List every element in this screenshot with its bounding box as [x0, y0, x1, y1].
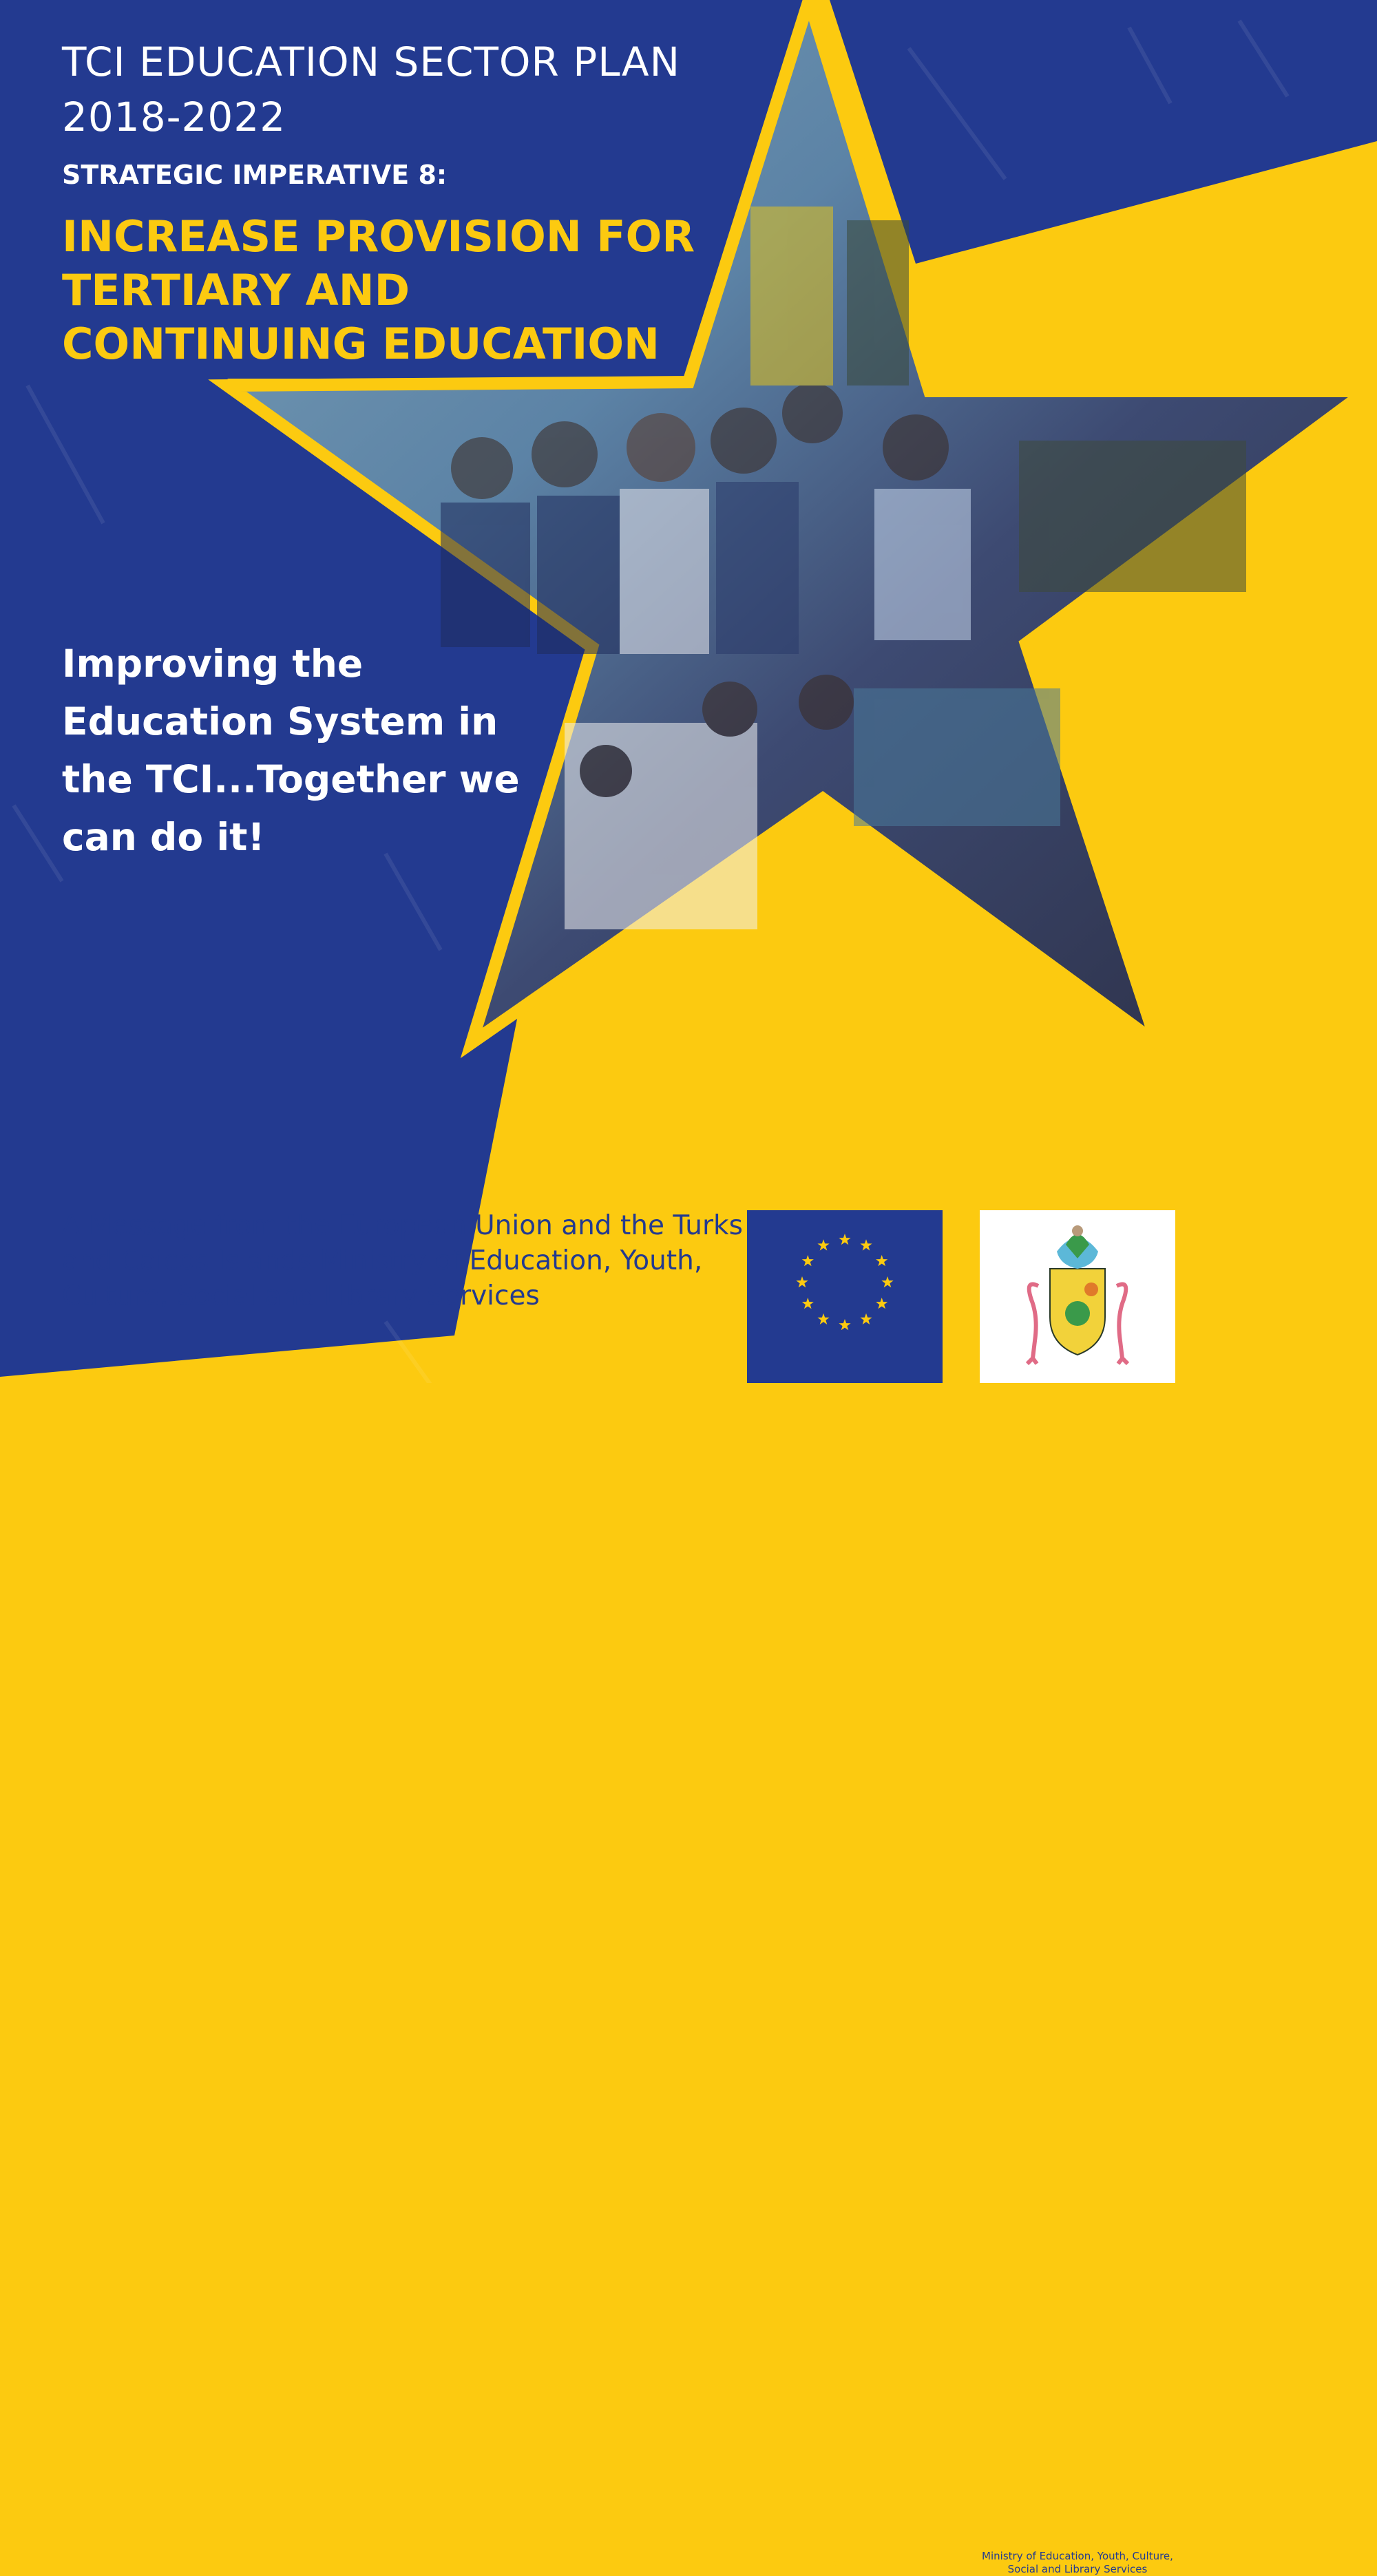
- eu-star: [802, 1255, 814, 1266]
- eu-star: [802, 1298, 814, 1309]
- eu-star: [860, 1313, 872, 1324]
- footer-message: A Message from the European Union and the Turks and Caicos Islands Ministry of Education, Youth, Culture, Social and Library Services: [62, 1210, 743, 1311]
- ministry-logo-label: Ministry of Education, Youth, Culture, Social and Library Services: [982, 2550, 1173, 2575]
- eu-star: [881, 1276, 893, 1287]
- eu-star: [876, 1298, 887, 1309]
- eu-flag-icon: [747, 1210, 943, 1383]
- eu-star: [796, 1276, 808, 1287]
- imperative-headline: INCREASE PROVISION FOR TERTIARY AND CONTINUING EDUCATION: [62, 211, 695, 369]
- eu-star: [860, 1239, 872, 1250]
- strategic-imperative-label: STRATEGIC IMPERATIVE 8:: [62, 160, 448, 190]
- eu-star: [876, 1255, 887, 1266]
- navy-panel-top-right: [830, 0, 1377, 264]
- document-title: TCI EDUCATION SECTOR PLAN 2018-2022: [62, 39, 680, 140]
- tagline: Improving the Education System in the TCI...Together we can do it!: [62, 642, 520, 859]
- ministry-logo: [980, 1210, 1175, 2575]
- eu-logo: [747, 1210, 943, 2570]
- eu-star: [839, 1319, 850, 1330]
- eu-star: [839, 1234, 850, 1245]
- eu-star: [817, 1313, 829, 1324]
- eu-star: [817, 1239, 829, 1250]
- coat-of-arms-icon: [980, 1210, 1175, 1383]
- eu-logo-label: European Union: [798, 2556, 892, 2570]
